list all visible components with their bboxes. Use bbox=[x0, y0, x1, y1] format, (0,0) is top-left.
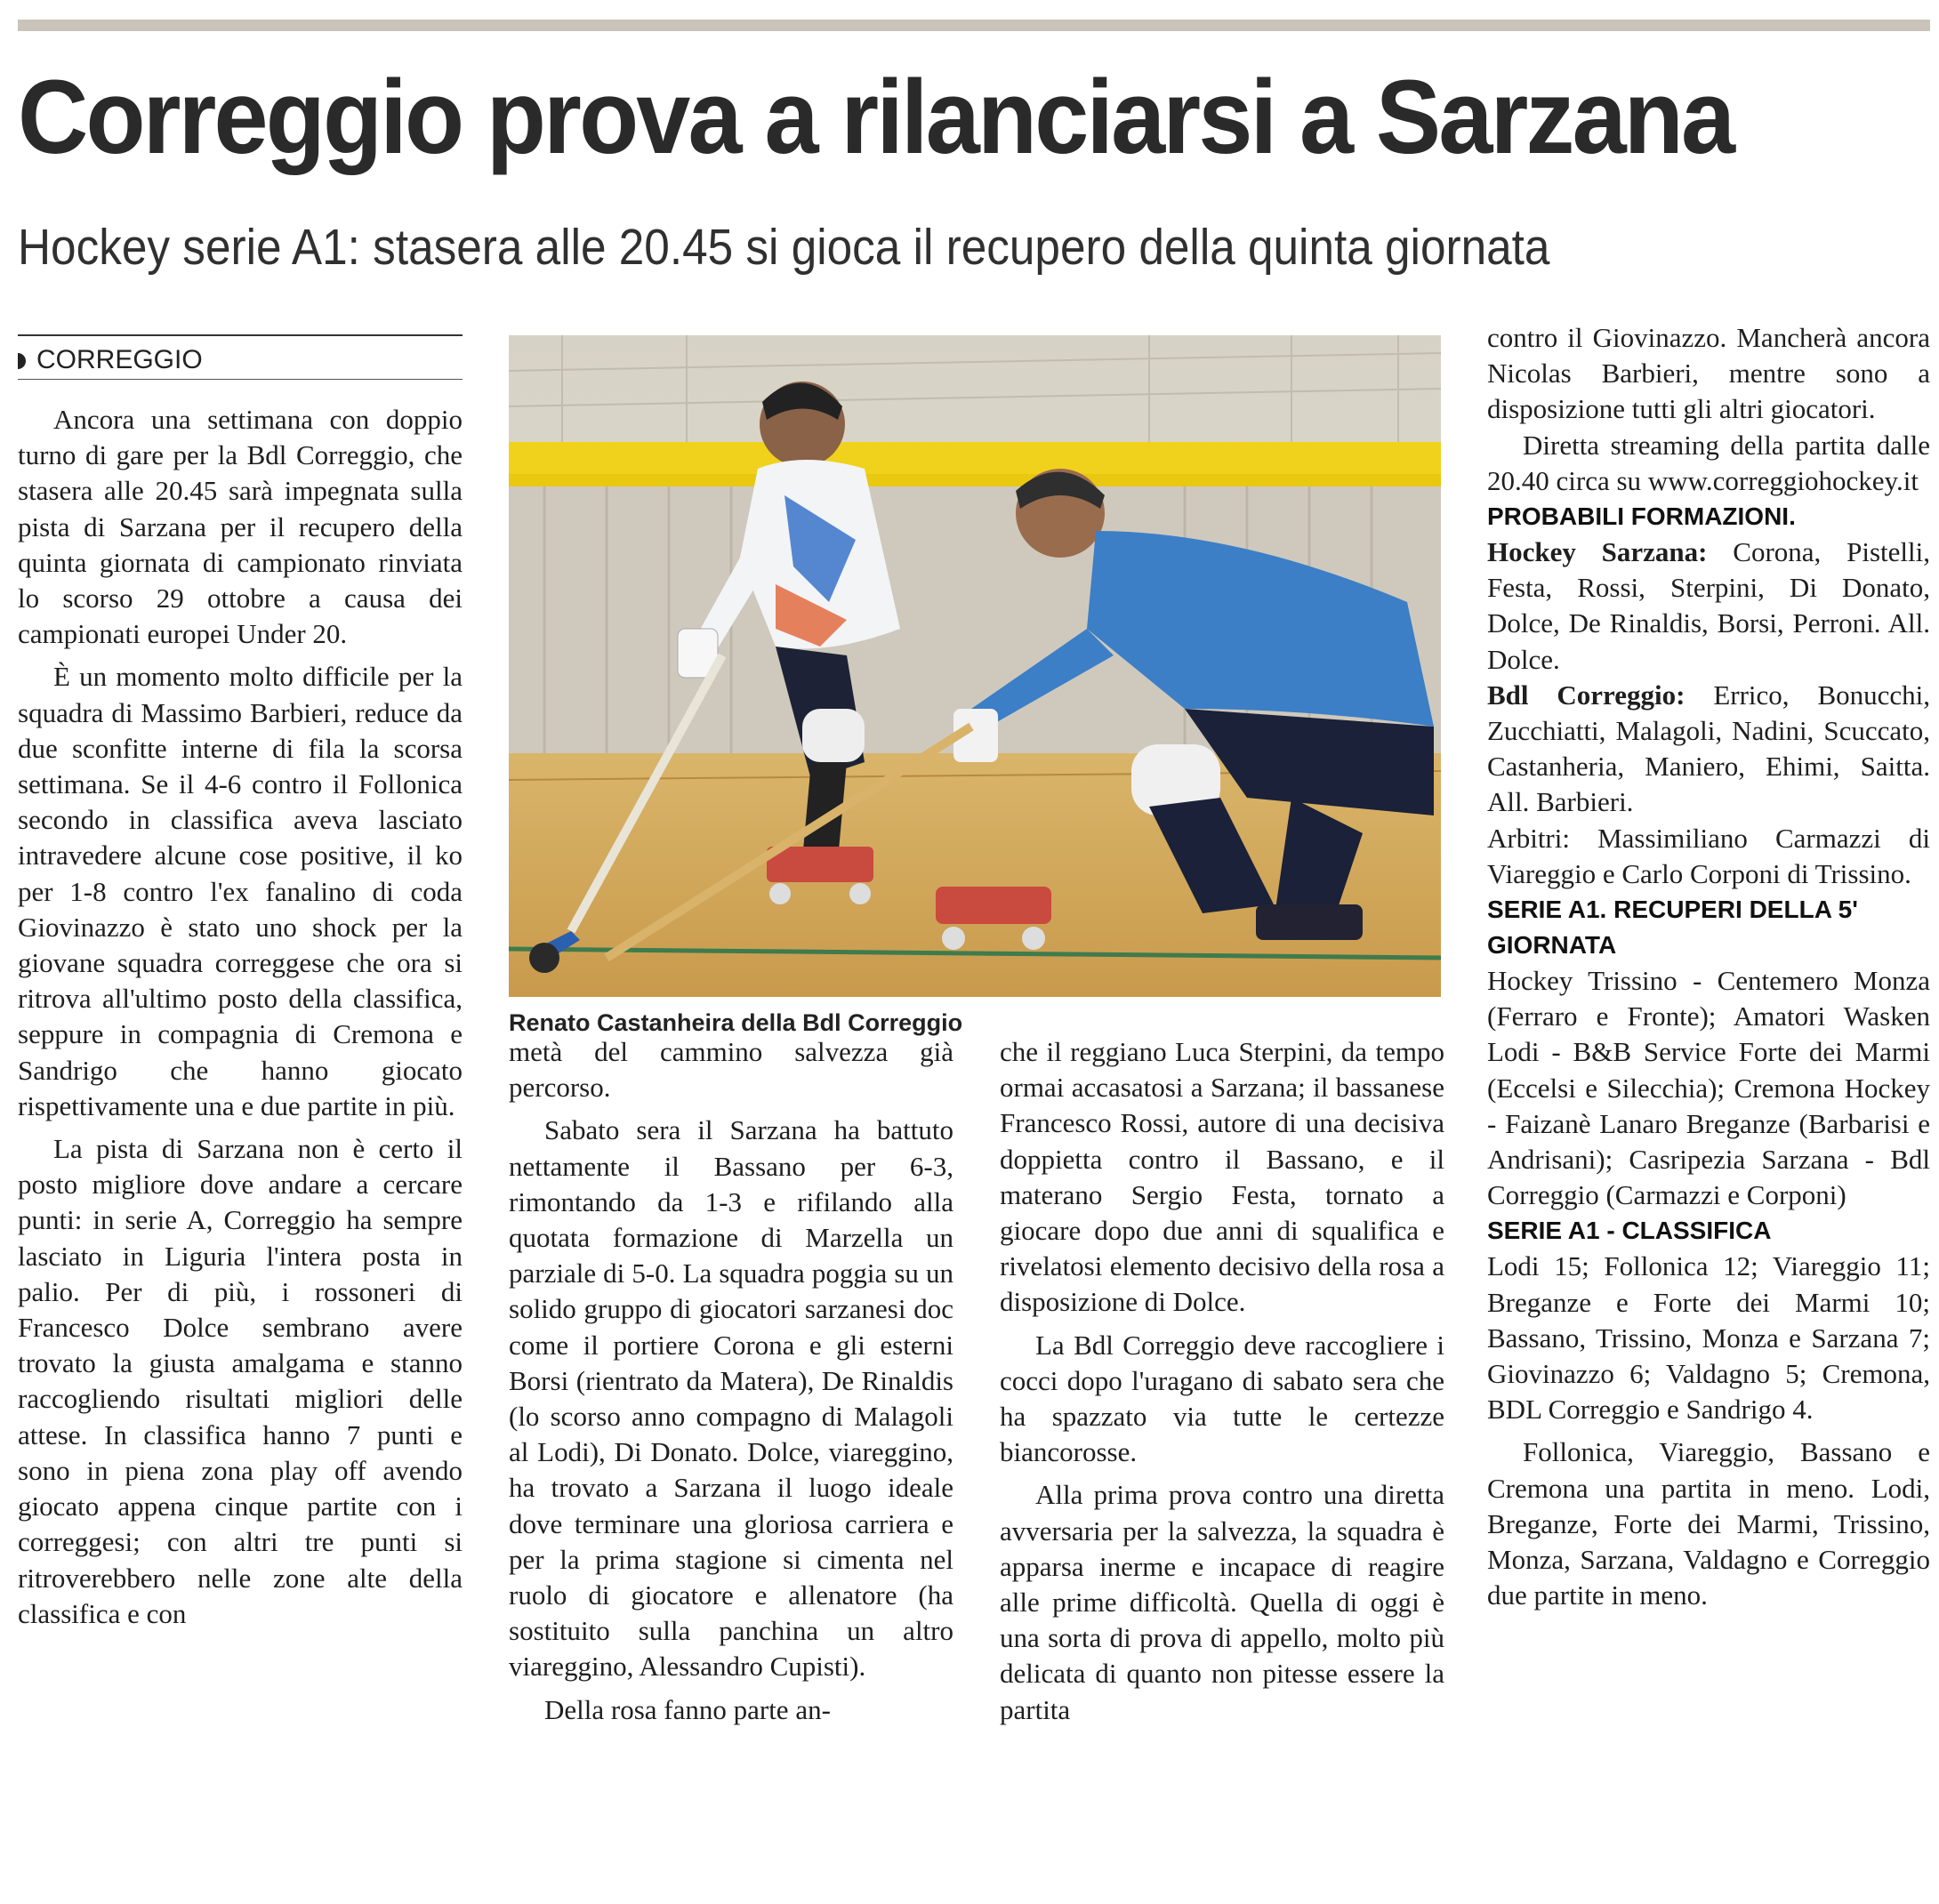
article-column-3 bbox=[1000, 1034, 1444, 1728]
correggio-lineup bbox=[1487, 678, 1930, 821]
sarzana-lineup bbox=[1487, 534, 1930, 678]
hockey-photo bbox=[509, 335, 1441, 997]
bullet-icon bbox=[18, 353, 26, 369]
arbitri-text: Arbitri: Massimiliano Carmazzi di Viareggio e Carlo Corponi di Trissino. bbox=[1487, 822, 1930, 889]
formazioni-heading: PROBABILI FORMAZIONI. bbox=[1487, 502, 1796, 531]
partite-text: Follonica, Viareggio, Bassano e Cremona una partita in meno. Lodi, Breganze, Forte dei Marmi, Trissino, Monza, Sarzana, Valdagno e Correggio due partite in meno. bbox=[1487, 1436, 1930, 1611]
column1-paragraph-1: Ancora una settimana con doppio turno di gare per la Bdl Correggio, che stasera alle 20.45 sarà impegnata sulla pista di Sarzana per il recupero della quinta giornata di campionato rinviata lo scorso 29 ottobre a causa dei campionati europei Under 20. bbox=[18, 404, 463, 650]
column3-paragraph-3: Alla prima prova contro una diretta avversaria per la salvezza, la squadra è apparsa inerme e incapace di reagire alle prime difficoltà. Quella di oggi è una sorta di prova di appello, molto più delicata di quanto non pitesse essere la partita bbox=[1000, 1479, 1444, 1725]
article-column-1 bbox=[18, 402, 463, 1632]
sarzana-label: Hockey Sarzana: bbox=[1487, 536, 1708, 568]
recuperi-heading: SERIE A1. RECUPERI DELLA 5' GIORNATA bbox=[1487, 896, 1858, 960]
correggio-label: Bdl Correggio: bbox=[1487, 679, 1686, 711]
column3-paragraph-2: La Bdl Correggio deve raccogliere i cocci dopo l'uragano di sabato sera che ha spazzato via tutte le certezze biancorosse. bbox=[1000, 1329, 1444, 1468]
sarzana-players: Corona, Pistelli, Festa, Rossi, Sterpini, Di Donato, Dolce, De Rinaldis, Borsi, Perroni. All. Dolce. bbox=[1487, 536, 1930, 675]
subheadline: Hockey serie A1: stasera alle 20.45 si gioca il recupero della quinta giornata bbox=[18, 219, 1550, 276]
hockey-players-illustration bbox=[509, 335, 1441, 997]
photo-caption: Renato Castanheira della Bdl Correggio bbox=[509, 1009, 963, 1036]
column4-paragraph-2: Diretta streaming della partita dalle 20.40 circa su www.correggiohockey.it bbox=[1487, 429, 1930, 496]
dateline-rule-bottom bbox=[18, 379, 463, 380]
classifica-heading: SERIE A1 - CLASSIFICA bbox=[1487, 1217, 1772, 1245]
dateline bbox=[18, 345, 463, 375]
top-rule bbox=[18, 20, 1930, 31]
column1-paragraph-2: È un momento molto difficile per la squadra di Massimo Barbieri, reduce da due sconfitte interne di fila la scorsa settimana. Se il 4-6 contro il Follonica secondo in classifica aveva lasciato intravedere alcune cose positive, il ko per 1-8 contro l'ex fanalino di coda Giovinazzo è stato uno shock per la giovane squadra correggese che ora si ritrova all'ultimo posto della classifica, seppure in compagnia di Cremona e Sandrigo che hanno giocato rispettivamente una e due partite in più. bbox=[18, 661, 463, 1121]
column2-paragraph-2: Sabato sera il Sarzana ha battuto nettamente il Bassano per 6-3, rimontando da 1-3 e rifilando alla quotata formazione di Marzella un parziale di 5-0. La squadra poggia su un solido gruppo di giocatori sarzanesi doc come il portiere Corona e gli esterni Borsi (rientrato da Matera), De Rinaldis (lo scorso anno compagno di Malagoli al Lodi), Di Donato. Dolce, viareggino, ha trovato a Sarzana il luogo ideale dove terminare una gloriosa carriera e per la prima stagione si cimenta nel ruolo di giocatore e allenatore (ha sostituito sulla panchina un altro viareggino, Alessandro Cupisti). bbox=[509, 1114, 953, 1683]
column4-paragraph-1: contro il Giovinazzo. Mancherà ancora Nicolas Barbieri, mentre sono a disposizione tutti gli altri giocatori. bbox=[1487, 322, 1930, 425]
dateline-rule-top bbox=[18, 334, 463, 336]
article-column-4 bbox=[1487, 320, 1930, 1614]
column2-paragraph-1: metà del cammino salvezza già percorso. bbox=[509, 1036, 953, 1104]
headline: Correggio prova a rilanciarsi a Sarzana bbox=[18, 59, 1734, 176]
article-column-2 bbox=[509, 1034, 953, 1728]
column3-paragraph-1: che il reggiano Luca Sterpini, da tempo ormai accasatosi a Sarzana; il bassanese Francesco Rossi, autore di una decisiva doppietta contro il Bassano, e il materano Sergio Festa, tornato a giocare dopo due anni di squalifica e rivelatosi elemento decisivo della rosa a disposizione di Dolce. bbox=[1000, 1036, 1444, 1318]
dateline-text: CORREGGIO bbox=[36, 345, 203, 374]
column2-paragraph-3: Della rosa fanno parte an- bbox=[544, 1693, 831, 1725]
classifica-text: Lodi 15; Follonica 12; Viareggio 11; Breganze e Forte dei Marmi 10; Bassano, Trissino, Monza e Sarzana 7; Giovinazzo 6; Valdagno 5; Cremona, BDL Correggio e Sandrigo 4. bbox=[1487, 1250, 1930, 1426]
recuperi-text: Hockey Trissino - Centemero Monza (Ferraro e Fronte); Amatori Wasken Lodi - B&B Service Forte dei Marmi (Eccelsi e Silecchia); Cremona Hockey - Faizanè Lanaro Breganze (Barbarisi e Andrisani); Casripezia Sarzana - Bdl Correggio (Carmazzi e Corponi) bbox=[1487, 965, 1930, 1211]
column1-paragraph-3: La pista di Sarzana non è certo il posto migliore dove andare a cercare punti: in serie A, Correggio ha sempre lasciato in Liguria l'intera posta in palio. Per di più, i rossoneri di Francesco Dolce sembrano avere trovato la giusta amalgama e stanno raccogliendo risultati migliori delle attese. In classifica hanno 7 punti e sono in piena zona play off avendo giocato appena cinque partite con i correggesi; con altri tre punti si ritroverebbero nelle zone alte della classifica e con bbox=[18, 1133, 463, 1629]
correggio-players: Errico, Bonucchi, Zucchiatti, Malagoli, Nadini, Scuccato, Castanheria, Maniero, Ehimi, Saitta. All. Barbieri. bbox=[1487, 679, 1931, 818]
